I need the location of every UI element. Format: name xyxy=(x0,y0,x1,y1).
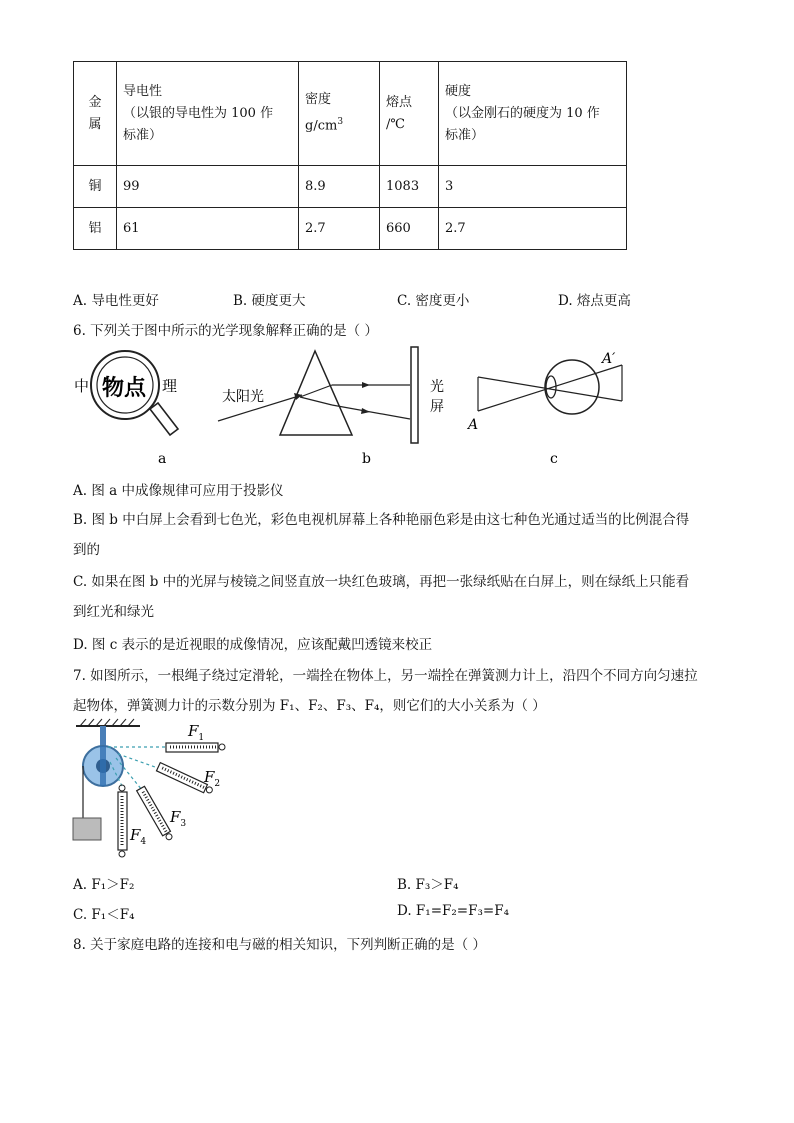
fig-c-label-a: A xyxy=(468,417,479,433)
density-unit-text: g/cm xyxy=(305,118,338,134)
ceiling-hatch xyxy=(80,719,134,726)
table-row xyxy=(74,208,627,250)
fig-a-lens-text: 物点 xyxy=(102,375,147,401)
fig-a-left-char: 中 xyxy=(74,377,90,395)
fig-b-screen-label-2: 屏 xyxy=(430,399,444,415)
q7-option-c[interactable]: C. F₁＜F₄ xyxy=(73,907,135,923)
q6-option-c-line1[interactable]: C. 如果在图 b 中的光屏与棱镜之间竖直放一块红色玻璃，再把一张绿纸贴在白屏上，则在绿纸上只能看 xyxy=(73,574,690,590)
cell-metal: 铜 xyxy=(74,166,117,208)
header-melting-line2: /℃ xyxy=(386,116,405,132)
q6-option-a[interactable]: A. 图 a 中成像规律可应用于投影仪 xyxy=(73,483,284,499)
header-hardness-line1: 硬度 xyxy=(445,83,472,99)
magnifier-handle-icon xyxy=(150,403,178,435)
table-row xyxy=(74,166,627,208)
weight-block-icon xyxy=(73,818,101,840)
q6-option-c-line2[interactable]: 到红光和绿光 xyxy=(73,604,154,620)
fig-c-caption: c xyxy=(550,451,558,467)
q7-option-d[interactable]: D. F₁=F₂=F₃=F₄ xyxy=(397,903,509,919)
header-density-unit xyxy=(305,111,373,137)
fig-b-sunlight-label: 太阳光 xyxy=(222,389,264,405)
fig-a-caption: a xyxy=(158,451,167,467)
cell-density: 2.7 xyxy=(299,208,380,250)
header-conductivity xyxy=(117,62,299,166)
q6-option-b-line1[interactable]: B. 图 b 中白屏上会看到七色光，彩色电视机屏幕上各种艳丽色彩是由这七种色光通过适当的比例混合得 xyxy=(73,512,690,528)
q8-stem: 8. 关于家庭电路的连接和电与磁的相关知识，下列判断正确的是（ ） xyxy=(73,937,486,953)
q5-option-c[interactable]: C. 密度更小 xyxy=(397,293,470,309)
q7-option-a[interactable]: A. F₁＞F₂ xyxy=(73,877,135,893)
refracted-ray-top xyxy=(300,385,332,397)
prism-figure xyxy=(218,347,444,467)
cell-melting: 660 xyxy=(380,208,439,250)
header-conductivity-line1: 导电性 xyxy=(123,83,163,99)
fig-c-label-a-prime: A′ xyxy=(602,351,616,367)
q7-stem-line1: 7. 如图所示，一根绳子绕过定滑轮，一端拴在物体上，另一端拴在弹簧测力计上，沿四个不同方向匀速拉 xyxy=(73,668,698,684)
eye-figure xyxy=(466,351,622,467)
header-metal-line2: 属 xyxy=(88,116,102,132)
q6-option-d[interactable]: D. 图 c 表示的是近视眼的成像情况，应该配戴凹透镜来校正 xyxy=(73,637,433,653)
cell-conductivity: 99 xyxy=(117,166,299,208)
cell-hardness: 3 xyxy=(439,166,627,208)
q6-figure xyxy=(70,343,630,473)
label-f1: $F_1$ xyxy=(188,722,205,743)
q6-option-b-line2[interactable]: 到的 xyxy=(73,542,100,558)
header-metal xyxy=(74,62,117,166)
q7-option-b[interactable]: B. F₃＞F₄ xyxy=(397,877,459,893)
fig-b-screen-label-1: 光 xyxy=(430,379,444,395)
header-density xyxy=(299,62,380,166)
label-f4: $F_4$ xyxy=(130,826,147,847)
pulley-mount xyxy=(100,726,106,746)
ray-arrow xyxy=(362,382,370,388)
cell-density: 8.9 xyxy=(299,166,380,208)
header-melting xyxy=(380,62,439,166)
header-hardness-line2: （以金刚石的硬度为 10 作 xyxy=(445,105,600,121)
cell-hardness: 2.7 xyxy=(439,208,627,250)
q6-stem: 6. 下列关于图中所示的光学现象解释正确的是（ ） xyxy=(73,323,378,339)
header-hardness xyxy=(439,62,627,166)
spring-scale-f4-icon xyxy=(118,785,127,857)
q7-stem-line2: 起物体，弹簧测力计的示数分别为 F₁、F₂、F₃、F₄，则它们的大小关系为（ ） xyxy=(73,698,546,714)
prism-icon xyxy=(280,351,352,435)
spring-scale-f1-icon xyxy=(166,743,225,752)
light-screen-icon xyxy=(411,347,418,443)
header-conductivity-line3: 标准） xyxy=(123,127,163,143)
pulley-bracket xyxy=(100,746,106,786)
metal-properties-table xyxy=(73,61,627,250)
label-f2: $F_2$ xyxy=(204,768,221,789)
table-header-row xyxy=(74,62,627,166)
density-unit-sup: 3 xyxy=(337,117,344,128)
cell-melting: 1083 xyxy=(380,166,439,208)
q5-option-d[interactable]: D. 熔点更高 xyxy=(558,293,631,309)
q5-option-a[interactable]: A. 导电性更好 xyxy=(73,293,159,309)
header-conductivity-line2: （以银的导电性为 100 作 xyxy=(123,105,274,121)
cell-conductivity: 61 xyxy=(117,208,299,250)
header-metal-line1: 金 xyxy=(88,94,102,110)
header-density-line1: 密度 xyxy=(305,92,332,108)
cell-metal: 铝 xyxy=(74,208,117,250)
refracted-ray-bottom xyxy=(300,397,332,405)
label-f3: $F_3$ xyxy=(170,808,187,829)
fig-a-right-char: 理 xyxy=(162,377,178,395)
header-melting-line1: 熔点 xyxy=(386,94,413,110)
spring-scale-f3-icon xyxy=(137,786,174,842)
fig-b-caption: b xyxy=(362,451,371,467)
magnifier-figure xyxy=(74,351,178,467)
q7-pulley-figure xyxy=(70,718,240,868)
header-hardness-line3: 标准） xyxy=(445,127,485,143)
q5-option-b[interactable]: B. 硬度更大 xyxy=(233,293,306,309)
